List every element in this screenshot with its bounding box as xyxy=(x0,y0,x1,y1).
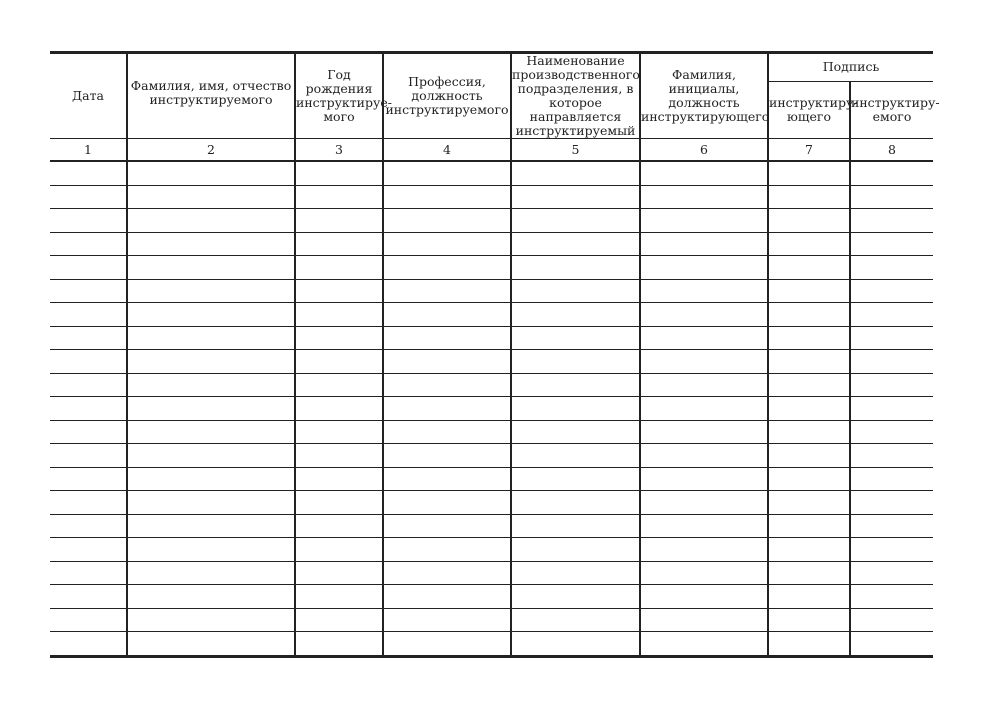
table-cell[interactable] xyxy=(127,303,295,327)
table-cell[interactable] xyxy=(511,632,640,657)
table-cell[interactable] xyxy=(383,232,511,256)
header-signature: Подпись xyxy=(768,53,933,82)
table-body xyxy=(50,161,933,656)
table-row xyxy=(50,561,933,585)
table-cell[interactable] xyxy=(768,326,850,350)
table-cell[interactable] xyxy=(295,256,383,280)
table-cell[interactable] xyxy=(850,420,933,444)
table-cell[interactable] xyxy=(383,585,511,609)
table-cell[interactable] xyxy=(50,397,127,421)
table-cell[interactable] xyxy=(850,561,933,585)
table-row xyxy=(50,467,933,491)
table-cell[interactable] xyxy=(50,279,127,303)
table-cell[interactable] xyxy=(640,303,768,327)
table-cell[interactable] xyxy=(640,561,768,585)
column-number: 6 xyxy=(640,139,768,162)
table-cell[interactable] xyxy=(640,420,768,444)
table-cell[interactable] xyxy=(50,256,127,280)
table-cell[interactable] xyxy=(50,420,127,444)
header-signature-instructed: инструктиру-емого xyxy=(850,81,933,138)
table-cell[interactable] xyxy=(850,373,933,397)
table-cell[interactable] xyxy=(768,420,850,444)
header-signature-instructor: инструктиру-ющего xyxy=(768,81,850,138)
table-cell[interactable] xyxy=(127,350,295,374)
table-cell[interactable] xyxy=(850,397,933,421)
table-row xyxy=(50,585,933,609)
table-cell[interactable] xyxy=(768,209,850,233)
table-cell[interactable] xyxy=(511,444,640,468)
table-cell[interactable] xyxy=(768,232,850,256)
table-cell[interactable] xyxy=(850,514,933,538)
table-cell[interactable] xyxy=(768,444,850,468)
table-cell[interactable] xyxy=(850,326,933,350)
table-cell[interactable] xyxy=(640,185,768,209)
table-cell[interactable] xyxy=(640,350,768,374)
table-cell[interactable] xyxy=(511,397,640,421)
table-cell[interactable] xyxy=(295,185,383,209)
table-row xyxy=(50,326,933,350)
table-cell[interactable] xyxy=(768,491,850,515)
table-cell[interactable] xyxy=(511,326,640,350)
table-cell[interactable] xyxy=(127,467,295,491)
table-cell[interactable] xyxy=(50,161,127,185)
table-cell[interactable] xyxy=(295,326,383,350)
table-cell[interactable] xyxy=(850,279,933,303)
table-cell[interactable] xyxy=(768,608,850,632)
table-cell[interactable] xyxy=(640,467,768,491)
table-cell[interactable] xyxy=(295,209,383,233)
table-cell[interactable] xyxy=(50,303,127,327)
table-row xyxy=(50,632,933,657)
table-cell[interactable] xyxy=(295,350,383,374)
table-cell[interactable] xyxy=(511,514,640,538)
table-row xyxy=(50,185,933,209)
table-cell[interactable] xyxy=(640,514,768,538)
table-cell[interactable] xyxy=(383,397,511,421)
table-cell[interactable] xyxy=(511,161,640,185)
table-cell[interactable] xyxy=(511,256,640,280)
table-cell[interactable] xyxy=(383,279,511,303)
table-cell[interactable] xyxy=(640,632,768,657)
table-cell[interactable] xyxy=(295,561,383,585)
table-cell[interactable] xyxy=(383,373,511,397)
table-cell[interactable] xyxy=(50,326,127,350)
table-row xyxy=(50,232,933,256)
table-cell[interactable] xyxy=(295,232,383,256)
table-cell[interactable] xyxy=(850,585,933,609)
table-cell[interactable] xyxy=(511,232,640,256)
table-cell[interactable] xyxy=(127,326,295,350)
table-row xyxy=(50,514,933,538)
table-cell[interactable] xyxy=(511,209,640,233)
table-row xyxy=(50,303,933,327)
table-cell[interactable] xyxy=(511,585,640,609)
table-cell[interactable] xyxy=(127,420,295,444)
table-cell[interactable] xyxy=(50,561,127,585)
table-cell[interactable] xyxy=(127,161,295,185)
table-cell[interactable] xyxy=(50,350,127,374)
table-cell[interactable] xyxy=(127,514,295,538)
table-cell[interactable] xyxy=(768,373,850,397)
table-cell[interactable] xyxy=(383,491,511,515)
table-cell[interactable] xyxy=(295,373,383,397)
header-birth-year: Год рождения инструктируе-мого xyxy=(295,53,383,139)
table-cell[interactable] xyxy=(383,209,511,233)
table-cell[interactable] xyxy=(768,161,850,185)
table-cell[interactable] xyxy=(127,632,295,657)
table-cell[interactable] xyxy=(640,232,768,256)
table-cell[interactable] xyxy=(850,350,933,374)
table-cell[interactable] xyxy=(383,467,511,491)
table-cell[interactable] xyxy=(850,161,933,185)
table-cell[interactable] xyxy=(768,561,850,585)
table-cell[interactable] xyxy=(850,185,933,209)
column-number-row xyxy=(50,139,933,162)
table-cell[interactable] xyxy=(295,538,383,562)
table-cell[interactable] xyxy=(640,161,768,185)
table-cell[interactable] xyxy=(383,632,511,657)
table-cell[interactable] xyxy=(850,256,933,280)
table-cell[interactable] xyxy=(383,161,511,185)
table-cell[interactable] xyxy=(640,209,768,233)
table-cell[interactable] xyxy=(511,279,640,303)
table-cell[interactable] xyxy=(50,514,127,538)
table-cell[interactable] xyxy=(768,585,850,609)
table-cell[interactable] xyxy=(50,538,127,562)
table-cell[interactable] xyxy=(295,279,383,303)
table-cell[interactable] xyxy=(295,632,383,657)
table-cell[interactable] xyxy=(127,538,295,562)
table-cell[interactable] xyxy=(50,491,127,515)
table-cell[interactable] xyxy=(127,232,295,256)
table-cell[interactable] xyxy=(768,632,850,657)
table-row xyxy=(50,444,933,468)
table-cell[interactable] xyxy=(768,279,850,303)
table-cell[interactable] xyxy=(640,444,768,468)
table-row xyxy=(50,161,933,185)
table-cell[interactable] xyxy=(50,232,127,256)
table-cell[interactable] xyxy=(511,608,640,632)
table-cell[interactable] xyxy=(850,608,933,632)
table-cell[interactable] xyxy=(640,608,768,632)
table-row xyxy=(50,491,933,515)
table-cell[interactable] xyxy=(127,397,295,421)
table-cell[interactable] xyxy=(127,585,295,609)
table-cell[interactable] xyxy=(383,561,511,585)
table-cell[interactable] xyxy=(768,538,850,562)
table-cell[interactable] xyxy=(640,256,768,280)
header-instructor: Фамилия, инициалы, должность инструктирующего xyxy=(640,53,768,139)
table-cell[interactable] xyxy=(511,491,640,515)
table-cell[interactable] xyxy=(295,514,383,538)
table-cell[interactable] xyxy=(511,467,640,491)
table-cell[interactable] xyxy=(295,397,383,421)
table-cell[interactable] xyxy=(850,209,933,233)
table-cell[interactable] xyxy=(640,491,768,515)
column-number: 8 xyxy=(850,139,933,162)
table-cell[interactable] xyxy=(383,514,511,538)
table-row xyxy=(50,608,933,632)
table-cell[interactable] xyxy=(127,561,295,585)
table-cell[interactable] xyxy=(511,350,640,374)
table-row xyxy=(50,350,933,374)
table-cell[interactable] xyxy=(295,161,383,185)
table-cell[interactable] xyxy=(295,420,383,444)
table-cell[interactable] xyxy=(383,303,511,327)
column-number: 3 xyxy=(295,139,383,162)
table-cell[interactable] xyxy=(768,256,850,280)
table-row xyxy=(50,209,933,233)
table-cell[interactable] xyxy=(511,185,640,209)
table-cell[interactable] xyxy=(127,279,295,303)
table-cell[interactable] xyxy=(768,185,850,209)
table-cell[interactable] xyxy=(295,467,383,491)
table-cell[interactable] xyxy=(768,397,850,421)
table-cell[interactable] xyxy=(850,491,933,515)
table-cell[interactable] xyxy=(127,373,295,397)
table-cell[interactable] xyxy=(383,185,511,209)
table-cell[interactable] xyxy=(127,491,295,515)
table-cell[interactable] xyxy=(768,467,850,491)
table-cell[interactable] xyxy=(850,444,933,468)
table-row xyxy=(50,538,933,562)
table-cell[interactable] xyxy=(127,185,295,209)
table-row xyxy=(50,279,933,303)
header-profession: Профессия, должность инструктируемого xyxy=(383,53,511,139)
table-cell[interactable] xyxy=(383,608,511,632)
table-row xyxy=(50,373,933,397)
table-cell[interactable] xyxy=(50,373,127,397)
column-number: 5 xyxy=(511,139,640,162)
table-cell[interactable] xyxy=(127,256,295,280)
table-cell[interactable] xyxy=(50,632,127,657)
table-cell[interactable] xyxy=(640,326,768,350)
table-cell[interactable] xyxy=(127,209,295,233)
table-cell[interactable] xyxy=(640,538,768,562)
table-row xyxy=(50,256,933,280)
instruction-log-table xyxy=(50,51,940,658)
table-cell[interactable] xyxy=(768,303,850,327)
column-number: 7 xyxy=(768,139,850,162)
table-cell[interactable] xyxy=(383,420,511,444)
header-full-name: Фамилия, имя, отчество инструктируемого xyxy=(127,53,295,139)
table-cell[interactable] xyxy=(511,538,640,562)
table-cell[interactable] xyxy=(295,585,383,609)
table-cell[interactable] xyxy=(383,350,511,374)
table-cell[interactable] xyxy=(295,608,383,632)
table-cell[interactable] xyxy=(50,185,127,209)
table-cell[interactable] xyxy=(50,444,127,468)
table-row xyxy=(50,397,933,421)
table-row xyxy=(50,420,933,444)
table-cell[interactable] xyxy=(640,373,768,397)
table-cell[interactable] xyxy=(383,326,511,350)
table-cell[interactable] xyxy=(383,256,511,280)
table-cell[interactable] xyxy=(850,632,933,657)
table-header xyxy=(50,53,940,162)
table-cell[interactable] xyxy=(850,232,933,256)
table-cell[interactable] xyxy=(383,538,511,562)
table-cell[interactable] xyxy=(295,491,383,515)
table-cell[interactable] xyxy=(295,303,383,327)
table-cell[interactable] xyxy=(511,373,640,397)
table-cell[interactable] xyxy=(768,514,850,538)
table-cell[interactable] xyxy=(768,350,850,374)
table-cell[interactable] xyxy=(295,444,383,468)
table-cell[interactable] xyxy=(50,209,127,233)
table-cell[interactable] xyxy=(850,303,933,327)
table-cell[interactable] xyxy=(127,444,295,468)
table-cell[interactable] xyxy=(850,538,933,562)
table-cell[interactable] xyxy=(127,608,295,632)
table-cell[interactable] xyxy=(50,467,127,491)
table-cell[interactable] xyxy=(850,467,933,491)
table-cell[interactable] xyxy=(640,397,768,421)
table-cell[interactable] xyxy=(383,444,511,468)
table-cell[interactable] xyxy=(511,561,640,585)
table-cell[interactable] xyxy=(50,608,127,632)
table-cell[interactable] xyxy=(640,279,768,303)
table-cell[interactable] xyxy=(511,303,640,327)
table-cell[interactable] xyxy=(50,585,127,609)
header-date: Дата xyxy=(72,88,104,103)
header-department: Наименование производственного подразделения, в которое направляется инструктируемый xyxy=(512,53,640,138)
table-cell[interactable] xyxy=(640,585,768,609)
column-number: 1 xyxy=(50,139,127,162)
table-cell[interactable] xyxy=(511,420,640,444)
column-number: 2 xyxy=(127,139,295,162)
column-number: 4 xyxy=(383,139,511,162)
